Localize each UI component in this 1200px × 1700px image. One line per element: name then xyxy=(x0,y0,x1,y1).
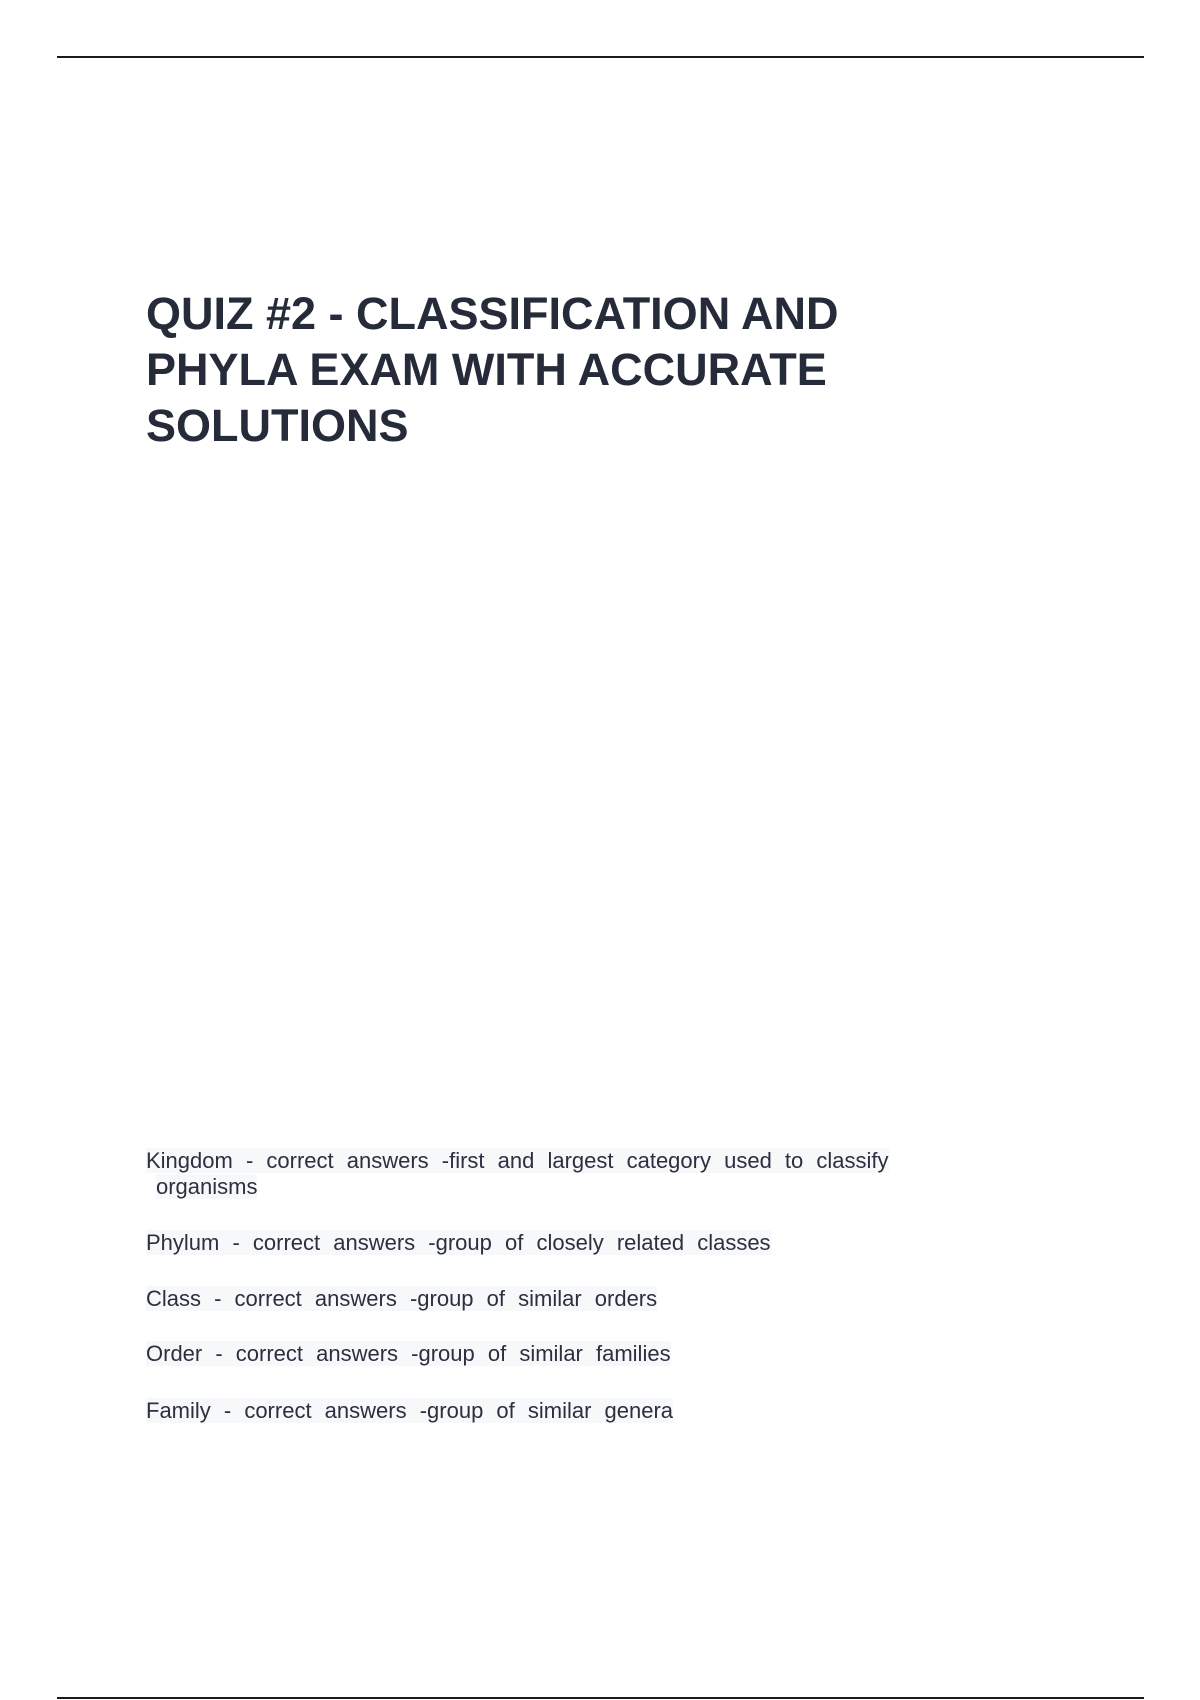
quiz-entry-family xyxy=(146,1398,976,1428)
entry-text: Phylum - correct answers -group of closely related classes xyxy=(146,1230,771,1255)
entry-text-continued: organisms xyxy=(156,1174,258,1199)
quiz-entry-phylum xyxy=(146,1230,976,1286)
entry-text: Family - correct answers -group of similar genera xyxy=(146,1398,674,1423)
quiz-entry-order xyxy=(146,1341,976,1398)
quiz-entries xyxy=(146,1148,976,1428)
header-rule xyxy=(57,56,1144,58)
quiz-entry-kingdom xyxy=(146,1148,976,1230)
entry-text: Class - correct answers -group of similar orders xyxy=(146,1286,658,1311)
document-title: QUIZ #2 - CLASSIFICATION AND PHYLA EXAM WITH ACCURATE SOLUTIONS xyxy=(146,288,839,451)
entry-text: Kingdom - correct answers -first and largest category used to classify xyxy=(146,1148,889,1173)
footer-rule xyxy=(57,1697,1144,1699)
quiz-entry-class xyxy=(146,1286,976,1341)
entry-text: Order - correct answers -group of similar families xyxy=(146,1341,671,1366)
